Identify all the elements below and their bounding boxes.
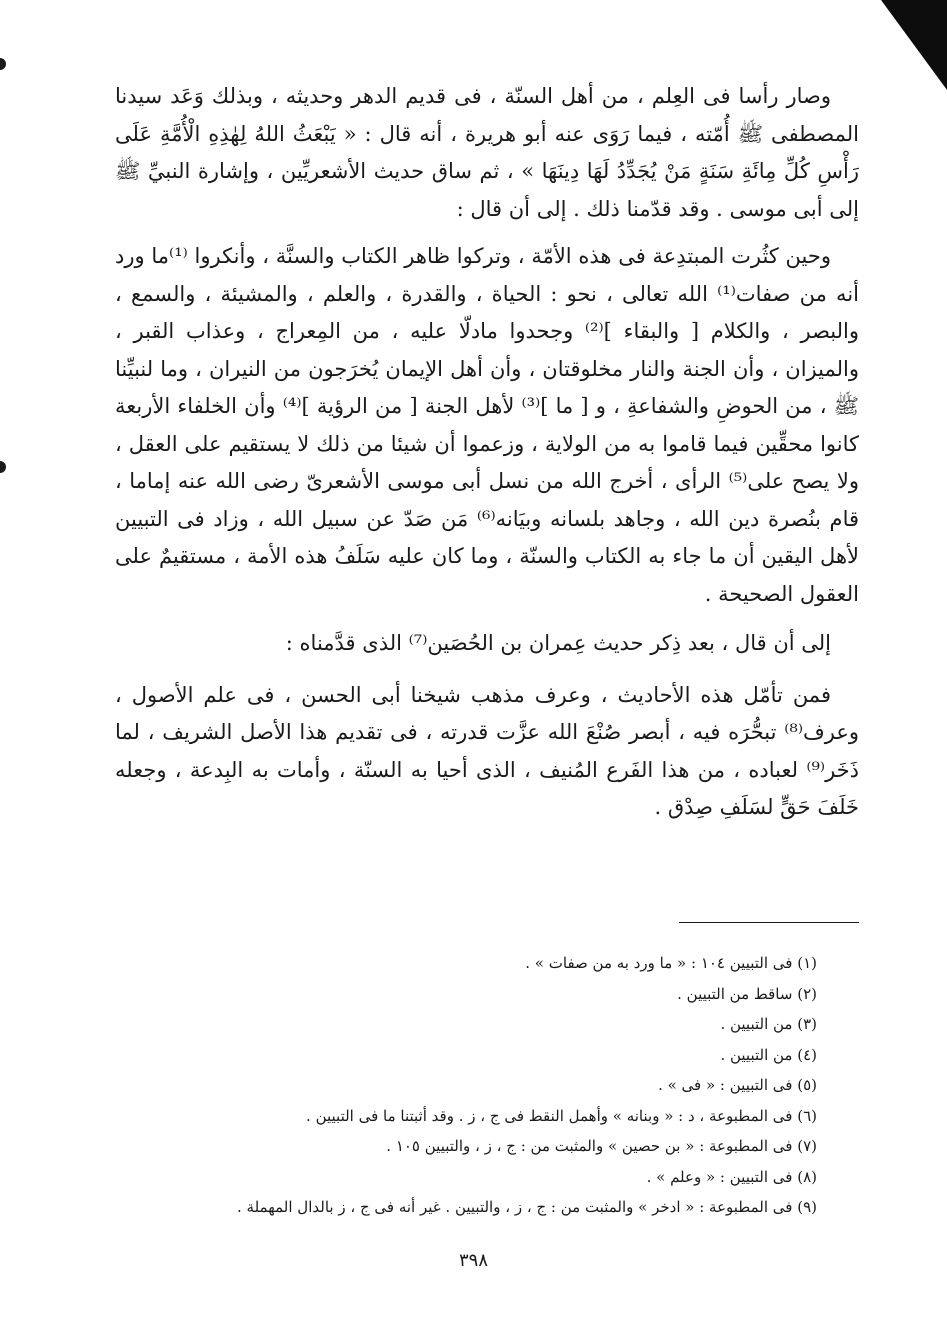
main-text (115, 78, 859, 827)
footnotes-list (117, 948, 817, 1223)
paragraph: فمن تأمّل هذه الأحاديث ، وعرف مذهب شيخنا أبى الحسن ، فى علم الأصول ، وعرف⁽⁸⁾ تبحُّرَه فيه ، أبصر صُنْعَ الله عزَّت قدرته ، فى تقديم هذا الأصل الشريف ، لما ذَخَر⁽⁹⁾ لعباده ، من هذا الفَرع المُنيف ، الذى أحيا به السنّة ، وأمات به البِدعة ، وجعله خَلَفَ حَقٍّ لسَلَفِ صِدْق . (115, 682, 859, 819)
margin-mark (0, 58, 6, 70)
paragraph: وصار رأسا فى العِلم ، من أهل السنّة ، فى قديم الدهر وحديثه ، وبذلك وَعَد سيدنا المصطفى ﷺ أُمّته ، فيما رَوَى عنه أبو هريرة ، أنه قال : « يَبْعَثُ اللهُ لِهٰذِهِ الْأُمَّةِ عَلَى رَأْسِ كُلِّ مِائَةِ سَنَةٍ مَنْ يُجَدِّدُ لَهَا دِينَهَا » ، ثم ساق حديث الأشعريِّين ، وإشارة النبيِّ ﷺ إلى أبى موسى . وقد قدّمنا ذلك . إلى أن قال : (115, 84, 859, 221)
paragraph: وحين كثُرت المبتدِعة فى هذه الأمّة ، وتركوا ظاهر الكتاب والسنَّة ، وأنكروا ⁽¹⁾ما ورد أنه من صفات⁽¹⁾ الله تعالى ، نحو : الحياة ، والقدرة ، والعلم ، والمشيئة ، والسمع ، والبصر ، والكلام [ والبقاء ]⁽²⁾ وجحدوا مادلّا عليه ، من المِعراج ، وعذاب القبر ، والميزان ، وأن الجنة والنار مخلوقتان ، وأن أهل الإيمان يُخرَجون من النيران ، وما لنبيِّنا ﷺ ، من الحوضِ والشفاعةِ ، و [ ما ]⁽³⁾ لأهل الجنة [ من الرؤية ]⁽⁴⁾ وأن الخلفاء الأربعة كانوا محقِّين فيما قاموا به من الولاية ، وزعموا أن شيئا من ذلك لا يستقيم على العقل ، ولا يصح على⁽⁵⁾ الرأى ، أخرج الله من نسل أبى موسى الأشعرىّ رضى الله عنه إماما ، قام بنُصرة دين الله ، وجاهد بلسانه وبيَانه⁽⁶⁾ مَن صَدّ عن سبيل الله ، وزاد فى التبيين لأهل اليقين أن ما جاء به الكتاب والسنّة ، وما كان عليه سَلَفُ هذه الأمة ، مستقيمٌ على العقول الصحيحة . (115, 244, 860, 606)
footnote: (٧) فى المطبوعة : « بن حصين » والمثبت من : ج ، ز ، والتبيين ١٠٥ . (386, 1137, 817, 1155)
footnote: (٢) ساقط من التبيين . (677, 984, 817, 1003)
footnote: (٤) من التبيين . (720, 1045, 817, 1064)
margin-mark (0, 461, 6, 473)
footnote: (٥) فى التبيين : « فى » . (658, 1076, 817, 1094)
page-number: ٣٩٨ (458, 1250, 488, 1271)
footnote: (٨) فى التبيين : « وعلم » . (646, 1167, 817, 1186)
footnote: (٦) فى المطبوعة ، د : « وبنانه » وأهمل النقط فى ج ، ز . وقد أثبتنا ما فى التبيين . (306, 1106, 817, 1125)
footnote: (٣) من التبيين . (720, 1015, 817, 1033)
page-corner-mark (881, 0, 947, 90)
footnote: (٩) فى المطبوعة : « ادخر » والمثبت من : ج ، ز ، والتبيين . غير أنه فى ج ، ز بالدال المهملة . (237, 1198, 817, 1216)
footnote: (١) فى التبيين ١٠٤ : « ما ورد به من صفات » . (525, 954, 817, 972)
paragraph: إلى أن قال ، بعد ذِكر حديث عِمران بن الحُصَين⁽⁷⁾ الذى قدَّمناه : (285, 631, 831, 655)
footnote-divider (679, 922, 859, 923)
